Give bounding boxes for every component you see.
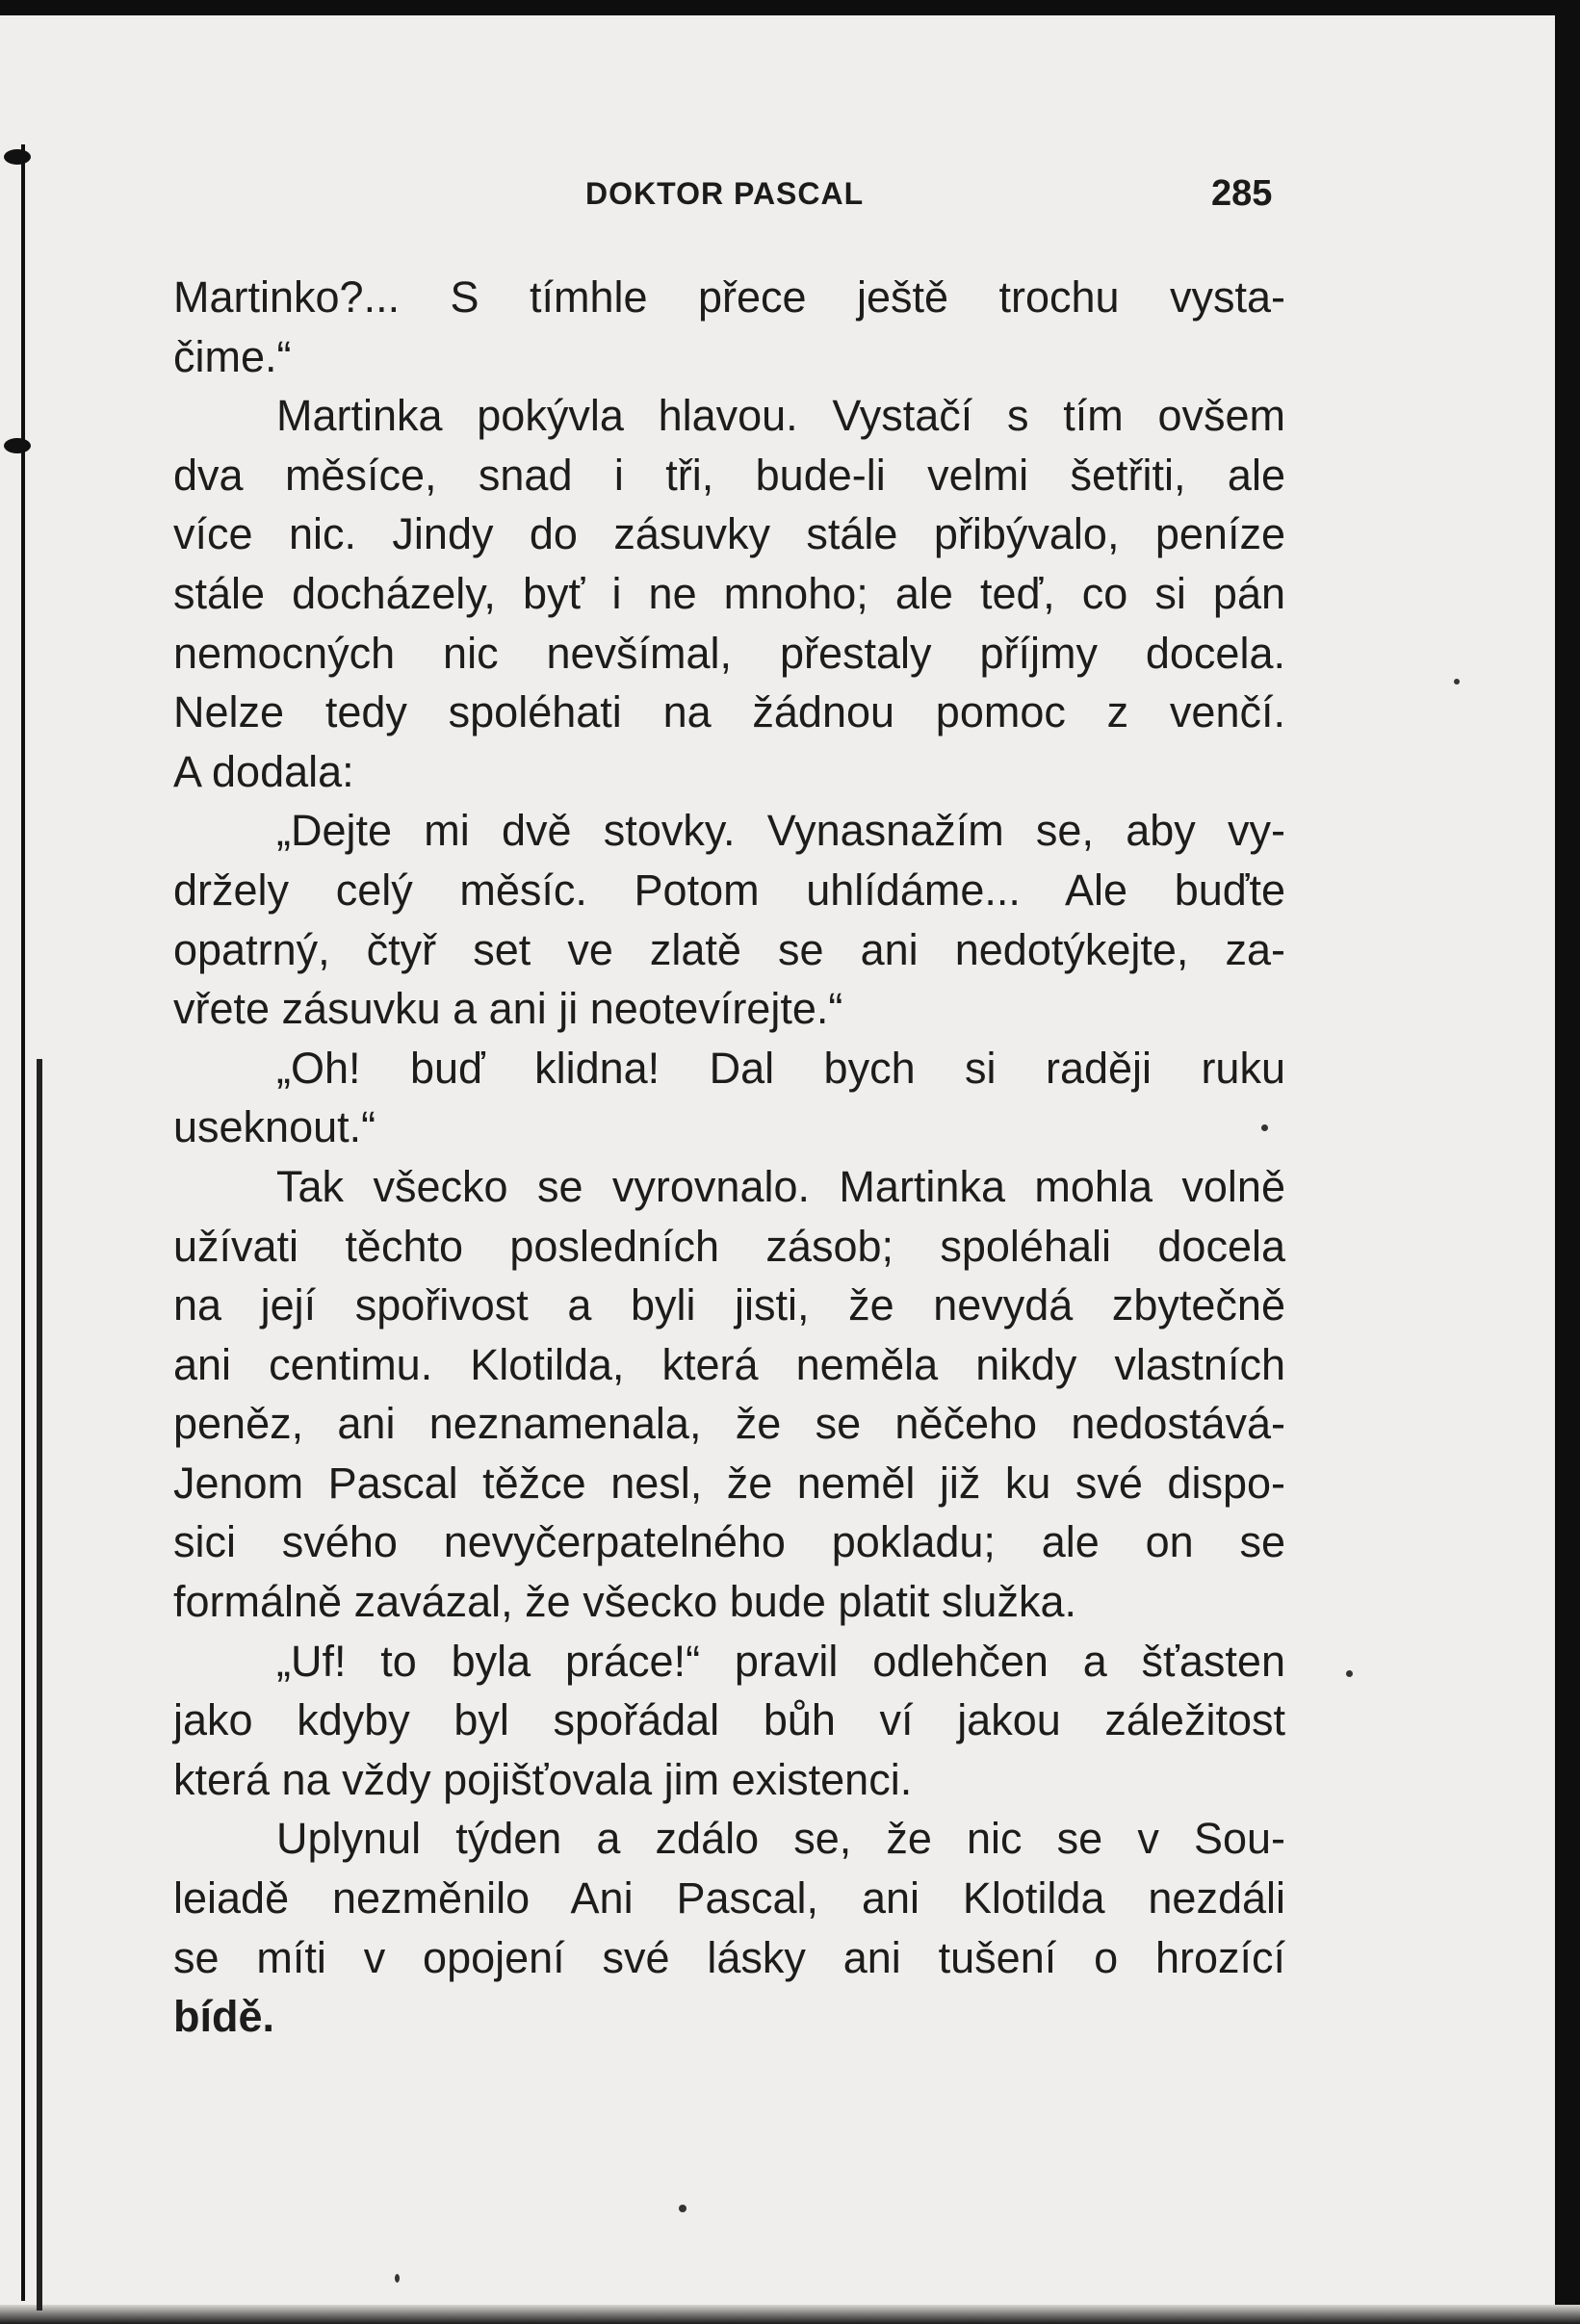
scan-speck xyxy=(1454,679,1460,684)
binding-notch xyxy=(4,438,31,453)
text-line: peněz, ani neznamenala, že se něčeho nedostává- xyxy=(173,1399,1285,1449)
text-line: „Uf! to byla práce!“ pravil odlehčen a šťasten xyxy=(276,1636,1285,1686)
scan-speck xyxy=(395,2274,400,2283)
text-line: čime.“ xyxy=(173,331,292,381)
text-line: ani centimu. Klotilda, která neměla nikdy vlastních xyxy=(173,1339,1285,1389)
text-line: Martinko?... S tímhle přece ještě trochu vysta- xyxy=(173,272,1285,322)
text-line: Nelze tedy spoléhati na žádnou pomoc z venčí. xyxy=(173,687,1285,737)
text-line: bídě. xyxy=(173,1992,275,2042)
scan-speck xyxy=(1346,1670,1353,1677)
scan-border-right xyxy=(1555,0,1580,2324)
binding-edge-inner xyxy=(37,1059,42,2311)
scan-border-top xyxy=(0,0,1580,15)
text-line: useknout.“ xyxy=(173,1102,376,1152)
running-title: DOKTOR PASCAL xyxy=(585,176,865,211)
text-line: která na vždy pojišťovala jim existenci. xyxy=(173,1754,913,1804)
text-line: Martinka pokývla hlavou. Vystačí s tím ovšem xyxy=(276,391,1285,441)
text-line: nemocných nic nevšímal, přestaly příjmy docela. xyxy=(173,628,1285,678)
text-line: stále docházely, byť i ne mnoho; ale teď, co si pán xyxy=(173,568,1285,618)
text-line: sici svého nevyčerpatelného pokladu; ale on se xyxy=(173,1517,1285,1567)
text-line: vřete zásuvku a ani ji neotevírejte.“ xyxy=(173,984,843,1034)
text-line: jako kdyby byl spořádal bůh ví jakou záležitost xyxy=(173,1695,1285,1745)
text-line: Tak všecko se vyrovnalo. Martinka mohla volně xyxy=(276,1161,1285,1211)
body-text xyxy=(173,268,1285,2047)
text-line: se míti v opojení své lásky ani tušení o hrozící xyxy=(173,1932,1285,1982)
text-line: užívati těchto posledních zásob; spoléhali docela xyxy=(173,1221,1285,1271)
scan-border-bottom xyxy=(0,2305,1580,2324)
text-line: na její spořivost a byli jisti, že nevydá zbytečně xyxy=(173,1280,1285,1330)
text-line: opatrný, čtyř set ve zlatě se ani nedotýkejte, za- xyxy=(173,924,1285,974)
text-line: „Oh! buď klidna! Dal bych si raději ruku xyxy=(276,1043,1285,1093)
page-number: 285 xyxy=(1211,173,1273,214)
text-line: držely celý měsíc. Potom uhlídáme... Ale buďte xyxy=(173,865,1285,915)
text-line: Jenom Pascal těžce nesl, že neměl již ku své dispo- xyxy=(173,1458,1285,1508)
binding-notch xyxy=(4,149,31,165)
text-line: formálně zavázal, že všecko bude platit služka. xyxy=(173,1577,1076,1627)
text-line: leiadě nezměnilo Ani Pascal, ani Klotilda nezdáli xyxy=(173,1873,1285,1924)
text-line: Uplynul týden a zdálo se, že nic se v Sou- xyxy=(276,1814,1285,1864)
text-line: více nic. Jindy do zásuvky stále přibývalo, peníze xyxy=(173,509,1285,559)
scan-speck xyxy=(679,2205,686,2212)
text-line: „Dejte mi dvě stovky. Vynasnažím se, aby vy- xyxy=(276,806,1285,856)
text-line: dva měsíce, snad i tři, bude-li velmi šetřiti, ale xyxy=(173,450,1285,500)
text-line: A dodala: xyxy=(173,746,354,796)
binding-edge xyxy=(21,144,25,2301)
